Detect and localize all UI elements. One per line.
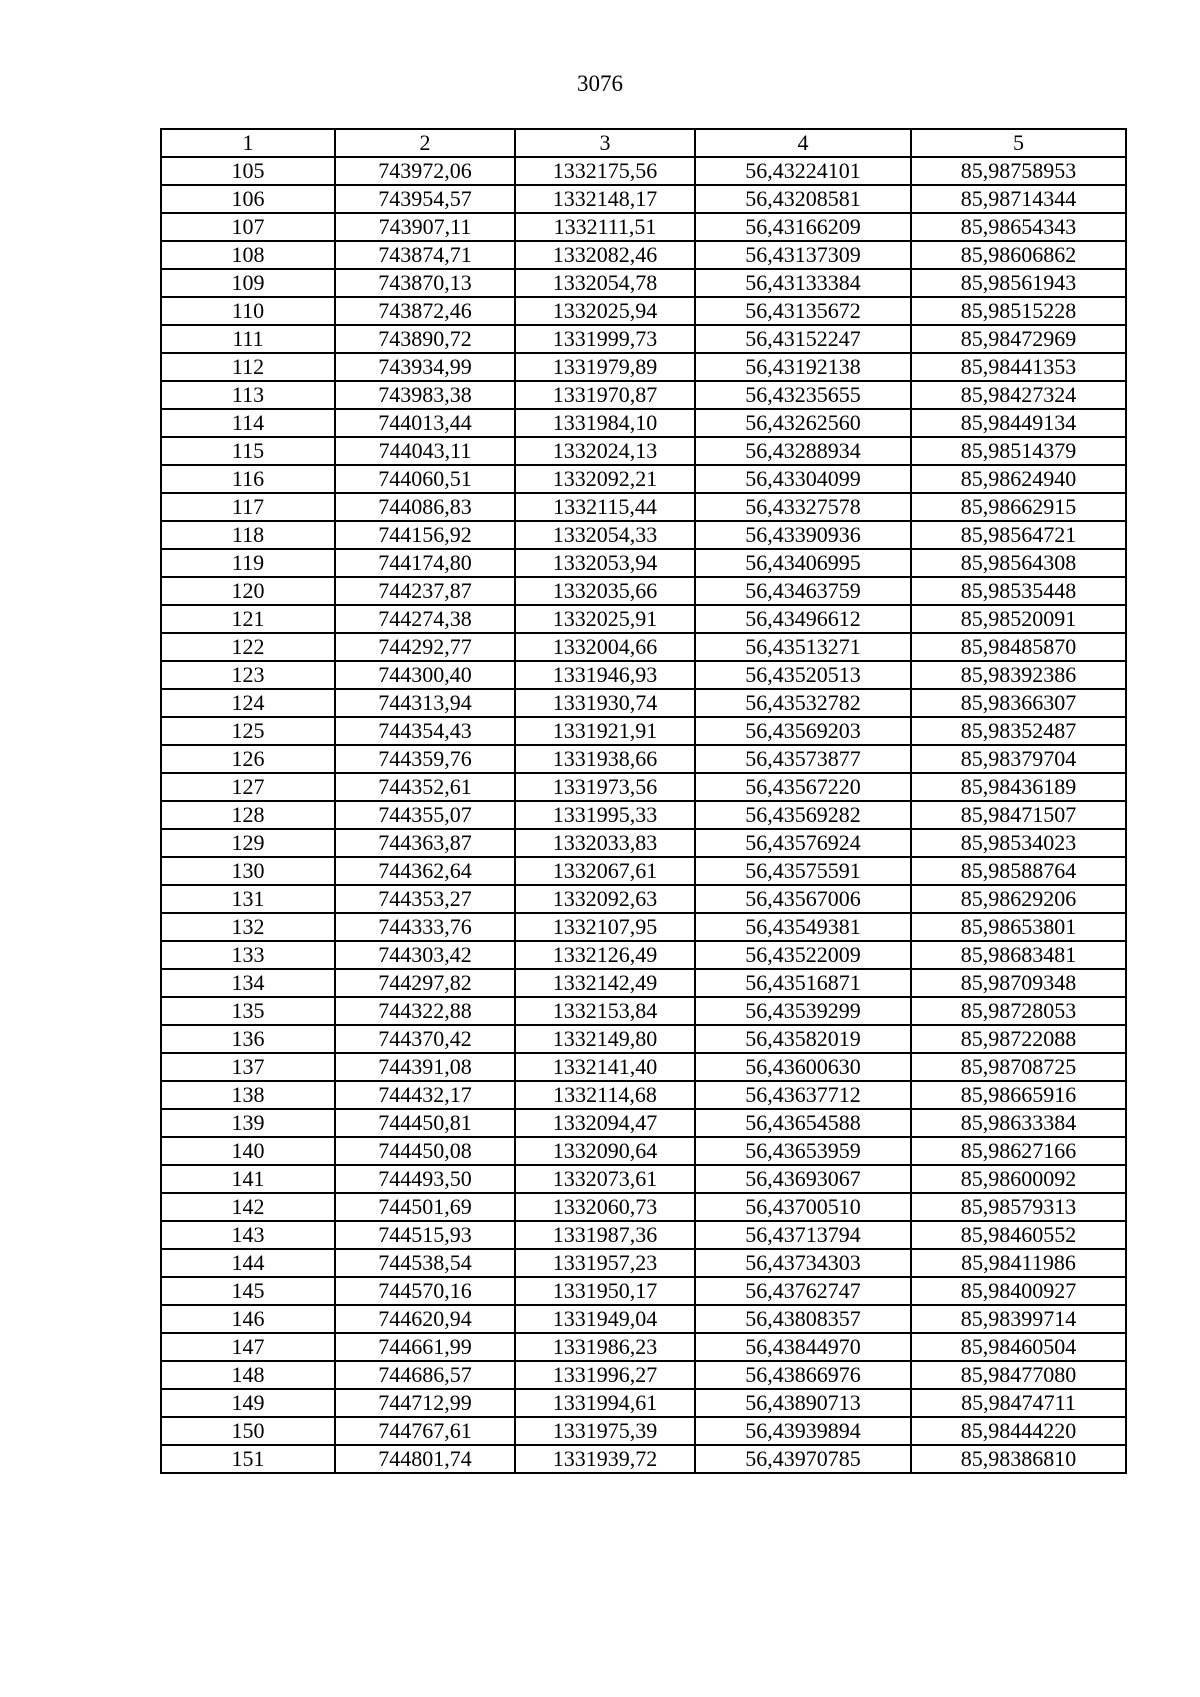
latitude-cell: 56,43539299 [695,997,911,1025]
x-coordinate-cell: 744274,38 [335,605,515,633]
x-coordinate-cell: 744300,40 [335,661,515,689]
x-coordinate-cell: 743983,38 [335,381,515,409]
point-number-cell: 127 [161,773,335,801]
y-coordinate-cell: 1332092,21 [515,465,695,493]
table-row [161,353,1126,381]
y-coordinate-cell: 1331973,56 [515,773,695,801]
latitude-cell: 56,43166209 [695,213,911,241]
x-coordinate-cell: 744450,81 [335,1109,515,1137]
table-row [161,913,1126,941]
y-coordinate-cell: 1332082,46 [515,241,695,269]
latitude-cell: 56,43866976 [695,1361,911,1389]
latitude-cell: 56,43208581 [695,185,911,213]
longitude-cell: 85,98665916 [911,1081,1126,1109]
point-number-cell: 146 [161,1305,335,1333]
table-row [161,633,1126,661]
longitude-cell: 85,98449134 [911,409,1126,437]
latitude-cell: 56,43693067 [695,1165,911,1193]
longitude-cell: 85,98564721 [911,521,1126,549]
latitude-cell: 56,43549381 [695,913,911,941]
x-coordinate-cell: 743907,11 [335,213,515,241]
x-coordinate-cell: 744353,27 [335,885,515,913]
x-coordinate-cell: 744303,42 [335,941,515,969]
y-coordinate-cell: 1332107,95 [515,913,695,941]
table-row [161,1277,1126,1305]
y-coordinate-cell: 1331939,72 [515,1445,695,1473]
x-coordinate-cell: 744013,44 [335,409,515,437]
point-number-cell: 109 [161,269,335,297]
table-row [161,1361,1126,1389]
x-coordinate-cell: 744767,61 [335,1417,515,1445]
latitude-cell: 56,43137309 [695,241,911,269]
longitude-cell: 85,98485870 [911,633,1126,661]
y-coordinate-cell: 1331986,23 [515,1333,695,1361]
x-coordinate-cell: 744086,83 [335,493,515,521]
x-coordinate-cell: 744363,87 [335,829,515,857]
latitude-cell: 56,43713794 [695,1221,911,1249]
point-number-cell: 138 [161,1081,335,1109]
y-coordinate-cell: 1331970,87 [515,381,695,409]
table-row [161,577,1126,605]
table-row [161,661,1126,689]
longitude-cell: 85,98474711 [911,1389,1126,1417]
longitude-cell: 85,98515228 [911,297,1126,325]
table-row [161,1417,1126,1445]
latitude-cell: 56,43762747 [695,1277,911,1305]
longitude-cell: 85,98392386 [911,661,1126,689]
y-coordinate-cell: 1331930,74 [515,689,695,717]
point-number-cell: 149 [161,1389,335,1417]
longitude-cell: 85,98441353 [911,353,1126,381]
y-coordinate-cell: 1331938,66 [515,745,695,773]
x-coordinate-cell: 744515,93 [335,1221,515,1249]
point-number-cell: 131 [161,885,335,913]
latitude-cell: 56,43654588 [695,1109,911,1137]
longitude-cell: 85,98460552 [911,1221,1126,1249]
point-number-cell: 137 [161,1053,335,1081]
table-row [161,437,1126,465]
latitude-cell: 56,43567220 [695,773,911,801]
longitude-cell: 85,98535448 [911,577,1126,605]
point-number-cell: 122 [161,633,335,661]
latitude-cell: 56,43939894 [695,1417,911,1445]
longitude-cell: 85,98653801 [911,913,1126,941]
y-coordinate-cell: 1332148,17 [515,185,695,213]
table-row [161,409,1126,437]
y-coordinate-cell: 1331999,73 [515,325,695,353]
x-coordinate-cell: 744156,92 [335,521,515,549]
table-row [161,185,1126,213]
latitude-cell: 56,43532782 [695,689,911,717]
latitude-cell: 56,43463759 [695,577,911,605]
latitude-cell: 56,43235655 [695,381,911,409]
x-coordinate-cell: 744354,43 [335,717,515,745]
point-number-cell: 105 [161,157,335,185]
longitude-cell: 85,98758953 [911,157,1126,185]
table-row [161,745,1126,773]
latitude-cell: 56,43520513 [695,661,911,689]
x-coordinate-cell: 744333,76 [335,913,515,941]
table-row [161,857,1126,885]
x-coordinate-cell: 744620,94 [335,1305,515,1333]
x-coordinate-cell: 744322,88 [335,997,515,1025]
y-coordinate-cell: 1332114,68 [515,1081,695,1109]
x-coordinate-cell: 744060,51 [335,465,515,493]
y-coordinate-cell: 1332025,91 [515,605,695,633]
table-row [161,1305,1126,1333]
point-number-cell: 116 [161,465,335,493]
longitude-cell: 85,98514379 [911,437,1126,465]
latitude-cell: 56,43576924 [695,829,911,857]
longitude-cell: 85,98654343 [911,213,1126,241]
point-number-cell: 144 [161,1249,335,1277]
longitude-cell: 85,98561943 [911,269,1126,297]
table-row [161,269,1126,297]
longitude-cell: 85,98379704 [911,745,1126,773]
longitude-cell: 85,98683481 [911,941,1126,969]
y-coordinate-cell: 1331994,61 [515,1389,695,1417]
latitude-cell: 56,43192138 [695,353,911,381]
table-row [161,493,1126,521]
point-number-cell: 118 [161,521,335,549]
point-number-cell: 151 [161,1445,335,1473]
y-coordinate-cell: 1332175,56 [515,157,695,185]
point-number-cell: 124 [161,689,335,717]
table-row [161,297,1126,325]
y-coordinate-cell: 1332094,47 [515,1109,695,1137]
point-number-cell: 114 [161,409,335,437]
table-body [161,157,1126,1473]
y-coordinate-cell: 1331957,23 [515,1249,695,1277]
point-number-cell: 133 [161,941,335,969]
table-row [161,969,1126,997]
latitude-cell: 56,43304099 [695,465,911,493]
latitude-cell: 56,43653959 [695,1137,911,1165]
y-coordinate-cell: 1332126,49 [515,941,695,969]
latitude-cell: 56,43152247 [695,325,911,353]
column-header-5: 5 [911,129,1126,157]
point-number-cell: 126 [161,745,335,773]
x-coordinate-cell: 743934,99 [335,353,515,381]
table-row [161,1221,1126,1249]
x-coordinate-cell: 743890,72 [335,325,515,353]
table-row [161,1445,1126,1473]
longitude-cell: 85,98633384 [911,1109,1126,1137]
longitude-cell: 85,98600092 [911,1165,1126,1193]
longitude-cell: 85,98411986 [911,1249,1126,1277]
longitude-cell: 85,98714344 [911,185,1126,213]
point-number-cell: 140 [161,1137,335,1165]
point-number-cell: 145 [161,1277,335,1305]
point-number-cell: 113 [161,381,335,409]
latitude-cell: 56,43569203 [695,717,911,745]
point-number-cell: 119 [161,549,335,577]
x-coordinate-cell: 744043,11 [335,437,515,465]
longitude-cell: 85,98366307 [911,689,1126,717]
longitude-cell: 85,98728053 [911,997,1126,1025]
latitude-cell: 56,43513271 [695,633,911,661]
point-number-cell: 141 [161,1165,335,1193]
table-row [161,689,1126,717]
table-row [161,1165,1126,1193]
y-coordinate-cell: 1332054,33 [515,521,695,549]
latitude-cell: 56,43224101 [695,157,911,185]
longitude-cell: 85,98352487 [911,717,1126,745]
x-coordinate-cell: 744493,50 [335,1165,515,1193]
longitude-cell: 85,98386810 [911,1445,1126,1473]
y-coordinate-cell: 1332067,61 [515,857,695,885]
column-header-4: 4 [695,129,911,157]
latitude-cell: 56,43569282 [695,801,911,829]
point-number-cell: 125 [161,717,335,745]
latitude-cell: 56,43600630 [695,1053,911,1081]
table-row [161,325,1126,353]
y-coordinate-cell: 1332025,94 [515,297,695,325]
longitude-cell: 85,98477080 [911,1361,1126,1389]
latitude-cell: 56,43288934 [695,437,911,465]
latitude-cell: 56,43575591 [695,857,911,885]
x-coordinate-cell: 744686,57 [335,1361,515,1389]
y-coordinate-cell: 1331975,39 [515,1417,695,1445]
x-coordinate-cell: 744355,07 [335,801,515,829]
y-coordinate-cell: 1331995,33 [515,801,695,829]
table-row [161,801,1126,829]
x-coordinate-cell: 744501,69 [335,1193,515,1221]
point-number-cell: 121 [161,605,335,633]
longitude-cell: 85,98579313 [911,1193,1126,1221]
latitude-cell: 56,43496612 [695,605,911,633]
point-number-cell: 130 [161,857,335,885]
y-coordinate-cell: 1332149,80 [515,1025,695,1053]
table-row [161,717,1126,745]
latitude-cell: 56,43522009 [695,941,911,969]
longitude-cell: 85,98427324 [911,381,1126,409]
x-coordinate-cell: 744432,17 [335,1081,515,1109]
table-row [161,465,1126,493]
latitude-cell: 56,43406995 [695,549,911,577]
y-coordinate-cell: 1331921,91 [515,717,695,745]
longitude-cell: 85,98471507 [911,801,1126,829]
longitude-cell: 85,98460504 [911,1333,1126,1361]
table-row [161,1389,1126,1417]
x-coordinate-cell: 744538,54 [335,1249,515,1277]
latitude-cell: 56,43700510 [695,1193,911,1221]
longitude-cell: 85,98399714 [911,1305,1126,1333]
longitude-cell: 85,98708725 [911,1053,1126,1081]
table-row [161,1053,1126,1081]
table-row [161,157,1126,185]
coordinates-table [160,128,1127,1474]
longitude-cell: 85,98472969 [911,325,1126,353]
latitude-cell: 56,43637712 [695,1081,911,1109]
point-number-cell: 128 [161,801,335,829]
x-coordinate-cell: 744313,94 [335,689,515,717]
latitude-cell: 56,43135672 [695,297,911,325]
point-number-cell: 135 [161,997,335,1025]
longitude-cell: 85,98444220 [911,1417,1126,1445]
y-coordinate-cell: 1332073,61 [515,1165,695,1193]
point-number-cell: 142 [161,1193,335,1221]
y-coordinate-cell: 1332141,40 [515,1053,695,1081]
latitude-cell: 56,43262560 [695,409,911,437]
x-coordinate-cell: 744570,16 [335,1277,515,1305]
y-coordinate-cell: 1332090,64 [515,1137,695,1165]
table-row [161,885,1126,913]
latitude-cell: 56,43808357 [695,1305,911,1333]
y-coordinate-cell: 1331950,17 [515,1277,695,1305]
latitude-cell: 56,43844970 [695,1333,911,1361]
y-coordinate-cell: 1331949,04 [515,1305,695,1333]
point-number-cell: 111 [161,325,335,353]
x-coordinate-cell: 744297,82 [335,969,515,997]
column-header-3: 3 [515,129,695,157]
point-number-cell: 132 [161,913,335,941]
x-coordinate-cell: 744391,08 [335,1053,515,1081]
point-number-cell: 106 [161,185,335,213]
longitude-cell: 85,98722088 [911,1025,1126,1053]
latitude-cell: 56,43734303 [695,1249,911,1277]
longitude-cell: 85,98588764 [911,857,1126,885]
x-coordinate-cell: 744237,87 [335,577,515,605]
column-header-2: 2 [335,129,515,157]
point-number-cell: 134 [161,969,335,997]
point-number-cell: 148 [161,1361,335,1389]
longitude-cell: 85,98627166 [911,1137,1126,1165]
longitude-cell: 85,98400927 [911,1277,1126,1305]
latitude-cell: 56,43327578 [695,493,911,521]
table-row [161,1249,1126,1277]
longitude-cell: 85,98629206 [911,885,1126,913]
latitude-cell: 56,43516871 [695,969,911,997]
x-coordinate-cell: 744661,99 [335,1333,515,1361]
table-row [161,829,1126,857]
x-coordinate-cell: 744712,99 [335,1389,515,1417]
point-number-cell: 139 [161,1109,335,1137]
table-header [161,129,1126,157]
x-coordinate-cell: 744450,08 [335,1137,515,1165]
latitude-cell: 56,43970785 [695,1445,911,1473]
x-coordinate-cell: 744292,77 [335,633,515,661]
latitude-cell: 56,43567006 [695,885,911,913]
x-coordinate-cell: 743954,57 [335,185,515,213]
table-row [161,1025,1126,1053]
point-number-cell: 143 [161,1221,335,1249]
point-number-cell: 136 [161,1025,335,1053]
longitude-cell: 85,98436189 [911,773,1126,801]
y-coordinate-cell: 1332092,63 [515,885,695,913]
latitude-cell: 56,43890713 [695,1389,911,1417]
longitude-cell: 85,98662915 [911,493,1126,521]
longitude-cell: 85,98624940 [911,465,1126,493]
y-coordinate-cell: 1331984,10 [515,409,695,437]
y-coordinate-cell: 1332115,44 [515,493,695,521]
longitude-cell: 85,98520091 [911,605,1126,633]
y-coordinate-cell: 1332153,84 [515,997,695,1025]
latitude-cell: 56,43390936 [695,521,911,549]
point-number-cell: 129 [161,829,335,857]
table-row [161,773,1126,801]
x-coordinate-cell: 744359,76 [335,745,515,773]
point-number-cell: 110 [161,297,335,325]
y-coordinate-cell: 1332004,66 [515,633,695,661]
page-number: 3076 [577,71,623,96]
table-row [161,241,1126,269]
point-number-cell: 112 [161,353,335,381]
x-coordinate-cell: 744174,80 [335,549,515,577]
longitude-cell: 85,98564308 [911,549,1126,577]
y-coordinate-cell: 1332053,94 [515,549,695,577]
column-header-1: 1 [161,129,335,157]
table-row [161,1137,1126,1165]
header-row [161,129,1126,157]
longitude-cell: 85,98534023 [911,829,1126,857]
x-coordinate-cell: 743972,06 [335,157,515,185]
table-row [161,213,1126,241]
table-row [161,1333,1126,1361]
y-coordinate-cell: 1332142,49 [515,969,695,997]
x-coordinate-cell: 743872,46 [335,297,515,325]
table-row [161,549,1126,577]
x-coordinate-cell: 743874,71 [335,241,515,269]
y-coordinate-cell: 1331946,93 [515,661,695,689]
y-coordinate-cell: 1331996,27 [515,1361,695,1389]
x-coordinate-cell: 744362,64 [335,857,515,885]
y-coordinate-cell: 1332060,73 [515,1193,695,1221]
y-coordinate-cell: 1332054,78 [515,269,695,297]
x-coordinate-cell: 744801,74 [335,1445,515,1473]
point-number-cell: 123 [161,661,335,689]
y-coordinate-cell: 1332024,13 [515,437,695,465]
y-coordinate-cell: 1332111,51 [515,213,695,241]
longitude-cell: 85,98606862 [911,241,1126,269]
y-coordinate-cell: 1332035,66 [515,577,695,605]
point-number-cell: 108 [161,241,335,269]
y-coordinate-cell: 1332033,83 [515,829,695,857]
table-row [161,941,1126,969]
x-coordinate-cell: 744352,61 [335,773,515,801]
longitude-cell: 85,98709348 [911,969,1126,997]
table-row [161,1109,1126,1137]
latitude-cell: 56,43582019 [695,1025,911,1053]
table-row [161,1081,1126,1109]
table-row [161,605,1126,633]
x-coordinate-cell: 743870,13 [335,269,515,297]
x-coordinate-cell: 744370,42 [335,1025,515,1053]
y-coordinate-cell: 1331987,36 [515,1221,695,1249]
point-number-cell: 150 [161,1417,335,1445]
table-row [161,521,1126,549]
table-row [161,1193,1126,1221]
point-number-cell: 115 [161,437,335,465]
latitude-cell: 56,43133384 [695,269,911,297]
table-row [161,381,1126,409]
latitude-cell: 56,43573877 [695,745,911,773]
point-number-cell: 120 [161,577,335,605]
point-number-cell: 117 [161,493,335,521]
point-number-cell: 107 [161,213,335,241]
point-number-cell: 147 [161,1333,335,1361]
table-row [161,997,1126,1025]
y-coordinate-cell: 1331979,89 [515,353,695,381]
